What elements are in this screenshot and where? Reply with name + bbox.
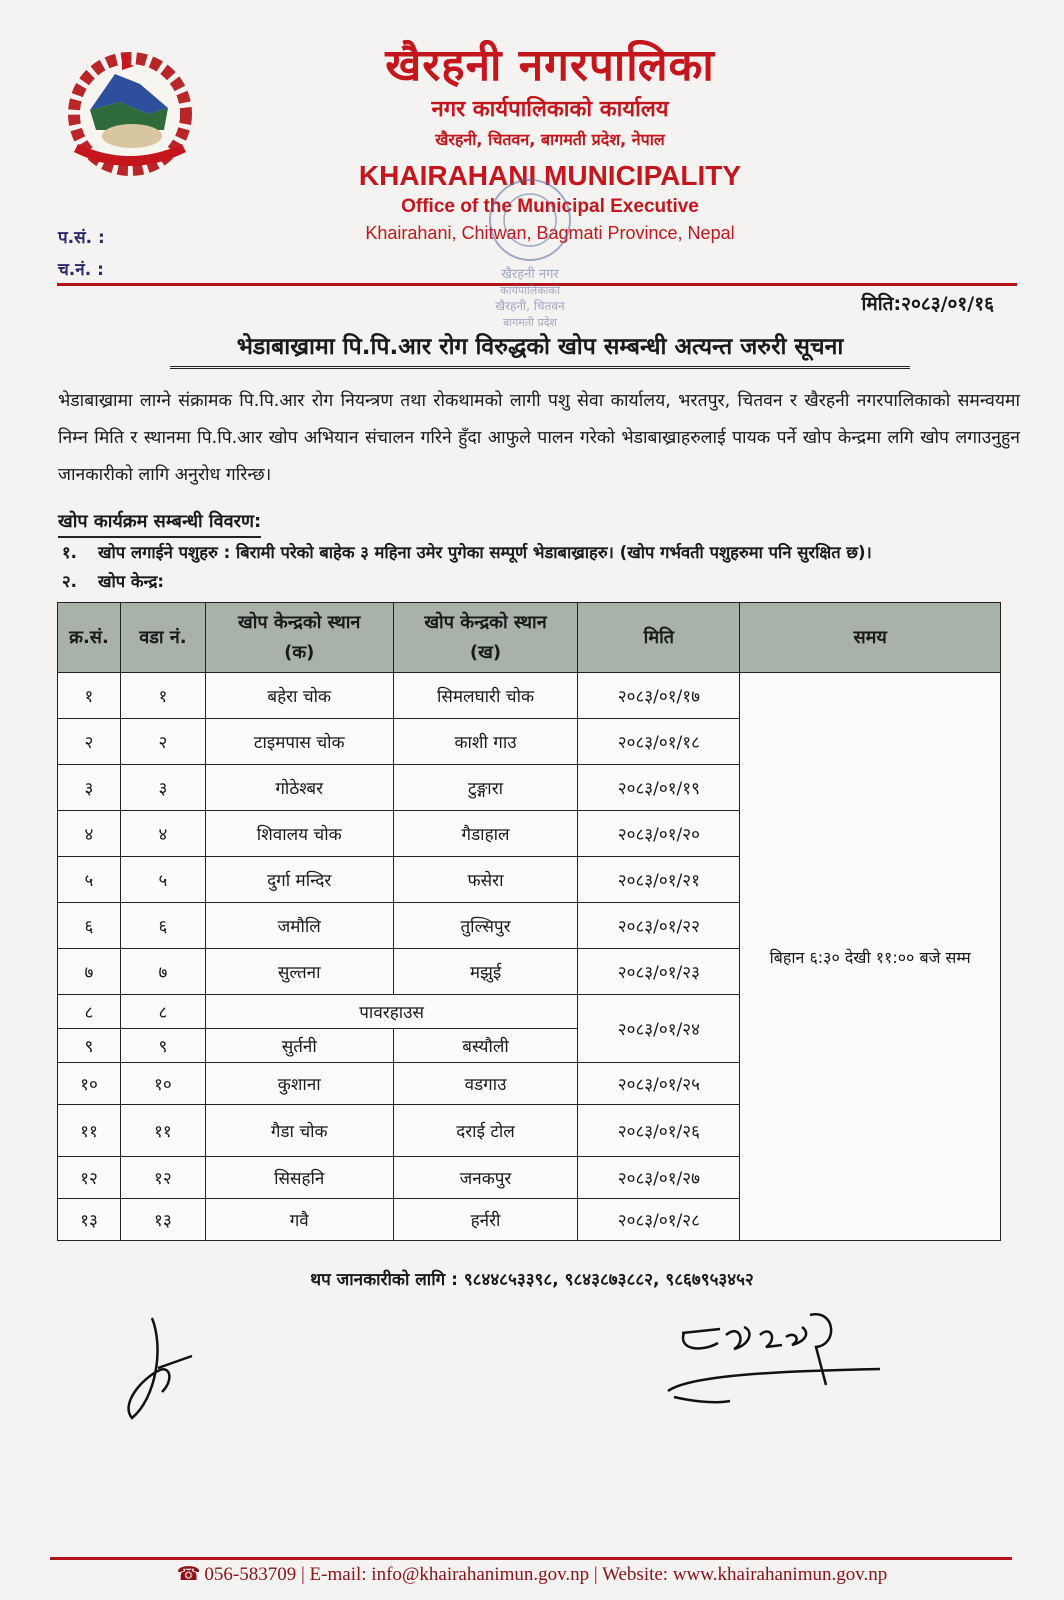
list-item-number: २. xyxy=(62,572,77,591)
cell-place-b: तुल्सिपुर xyxy=(393,903,578,949)
cell-ward: ७ xyxy=(120,949,205,995)
cell-ward: ९ xyxy=(120,1029,205,1063)
footer-divider xyxy=(50,1557,1012,1560)
cell-date: २०८३/०१/२५ xyxy=(578,1063,740,1105)
list-item xyxy=(62,538,1022,567)
svg-text:बागमती प्रदेश: बागमती प्रदेश xyxy=(502,316,558,329)
letterhead xyxy=(300,38,800,246)
cell-serial: १० xyxy=(58,1063,121,1105)
cell-serial: २ xyxy=(58,719,121,765)
municipality-name-en: KHAIRAHANI MUNICIPALITY xyxy=(358,160,742,191)
table-header-row xyxy=(58,603,1001,673)
cell-place-b: फसेरा xyxy=(393,857,578,903)
cell-place-a: टाइमपास चोक xyxy=(205,719,393,765)
cell-ward: १२ xyxy=(120,1157,205,1199)
cell-place-a: कुशाना xyxy=(205,1063,393,1105)
cell-serial: ५ xyxy=(58,857,121,903)
cell-place-b: गैडाहाल xyxy=(393,811,578,857)
cell-place-b: बस्यौली xyxy=(393,1029,578,1063)
cell-place-a: शिवालय चोक xyxy=(205,811,393,857)
cell-ward: २ xyxy=(120,719,205,765)
notice-body: भेडाबाख्रामा लाग्ने संक्रामक पि.पि.आर रोग नियन्त्रण तथा रोकथामको लागी पशु सेवा कार्यालय, भरतपुर, चितवन र खैरहनी नगरपालिकाको समन्वयमा निम्न मिति र स्थानमा पि.पि.आर खोप अभियान संचालन गरिने हुँदा आफुले पालन गरेको भेडाबाख्राहरुलाई पायक पर्ने खोप केन्द्रमा लगि खोप लगाउनुहुन जानकारीको लागि अनुरोध गरिन्छ। xyxy=(58,391,1020,485)
notice-title: भेडाबाख्रामा पि.पि.आर रोग विरुद्धको खोप सम्बन्धी अत्यन्त जरुरी सूचना xyxy=(170,330,910,369)
address-np: खैरहनी, चितवन, बागमती प्रदेश, नेपाल xyxy=(435,130,665,149)
address-en: Khairahani, Chitwan, Bagmati Province, Nepal xyxy=(365,223,735,243)
telephone-icon: ☎ xyxy=(176,1564,201,1585)
cell-ward: ५ xyxy=(120,857,205,903)
office-name-np: नगर कार्यपालिकाको कार्यालय xyxy=(431,97,669,122)
cell-place-a: दुर्गा मन्दिर xyxy=(205,857,393,903)
list-item-text: खोप लगाईने पशुहरु : बिरामी परेको बाहेक ३ महिना उमेर पुगेका सम्पूर्ण भेडाबाख्राहरु। (खोप गर्भवती पशुहरुमा पनि सुरक्षित छ)। xyxy=(98,543,872,562)
cell-serial: १२ xyxy=(58,1157,121,1199)
cell-place-a: बहेरा चोक xyxy=(205,673,393,719)
cell-place-b: दराई टोल xyxy=(393,1105,578,1157)
cell-serial: ७ xyxy=(58,949,121,995)
cell-place-b: वडगाउ xyxy=(393,1063,578,1105)
cell-date: २०८३/०१/१८ xyxy=(578,719,740,765)
details-list xyxy=(62,538,1022,596)
list-item-text: खोप केन्द्र: xyxy=(98,572,165,591)
cell-date: २०८३/०१/२१ xyxy=(578,857,740,903)
cell-place-b: टुङ्गारा xyxy=(393,765,578,811)
list-item xyxy=(62,567,1022,596)
cell-place-b: काशी गाउ xyxy=(393,719,578,765)
cell-place-b: सिमलघारी चोक xyxy=(393,673,578,719)
svg-text:कार्यपालिकाको: कार्यपालिकाको xyxy=(500,284,560,297)
cell-ward: १ xyxy=(120,673,205,719)
cell-serial: १३ xyxy=(58,1199,121,1241)
contact-numbers: थप जानकारीको लागि : ९८४४८५३३९८, ९८४३८७३८८२, ९८६७९५३४५२ xyxy=(310,1270,754,1290)
header-ward: वडा नं. xyxy=(120,603,205,673)
header-serial: क्र.सं. xyxy=(58,603,121,673)
cell-serial: ६ xyxy=(58,903,121,949)
reference-number-label: प.सं. : xyxy=(58,228,105,248)
cell-serial: ४ xyxy=(58,811,121,857)
cell-serial: ८ xyxy=(58,995,121,1029)
table-row xyxy=(58,673,1001,719)
cell-date: २०८३/०१/२७ xyxy=(578,1157,740,1199)
cell-ward: ६ xyxy=(120,903,205,949)
list-item-number: १. xyxy=(62,543,77,562)
header-place-a-line1: खोप केन्द्रको स्थान xyxy=(238,611,361,633)
cell-serial: ९ xyxy=(58,1029,121,1063)
cell-place-b: जनकपुर xyxy=(393,1157,578,1199)
cell-ward: १० xyxy=(120,1063,205,1105)
cell-serial: १ xyxy=(58,673,121,719)
cell-place-merged: पावरहाउस xyxy=(205,995,578,1029)
cell-serial: ३ xyxy=(58,765,121,811)
cell-place-a: गवै xyxy=(205,1199,393,1241)
section-heading: खोप कार्यक्रम सम्बन्धी विवरण: xyxy=(58,508,261,538)
cell-place-a: गैडा चोक xyxy=(205,1105,393,1157)
cell-ward: ८ xyxy=(120,995,205,1029)
cell-date: २०८३/०१/२३ xyxy=(578,949,740,995)
svg-text:खैरहनी, चितवन: खैरहनी, चितवन xyxy=(495,299,565,313)
cell-place-a: सुर्तनी xyxy=(205,1029,393,1063)
cell-date: २०८३/०१/१७ xyxy=(578,673,740,719)
municipality-name-np: खैरहनी नगरपालिका xyxy=(385,40,715,91)
dispatch-number-label: च.नं. : xyxy=(58,260,104,280)
header-place-b-line2: (ख) xyxy=(469,641,502,663)
cell-place-b: हर्नरी xyxy=(393,1199,578,1241)
cell-place-b: मझुई xyxy=(393,949,578,995)
cell-place-a: जमौलि xyxy=(205,903,393,949)
nepal-emblem-logo xyxy=(60,44,200,180)
cell-date: २०८३/०१/२४ xyxy=(578,995,740,1063)
header-place-b xyxy=(393,603,578,673)
footer-text: 056-583709 | E-mail: info@khairahanimun.gov.np | Website: www.khairahanimun.gov.np xyxy=(204,1564,888,1585)
vaccination-schedule-table xyxy=(57,602,1001,1241)
cell-ward: ११ xyxy=(120,1105,205,1157)
header-divider xyxy=(57,283,1017,286)
cell-date: २०८३/०१/२६ xyxy=(578,1105,740,1157)
cell-place-a: गोठेश्बर xyxy=(205,765,393,811)
cell-time: बिहान ६:३० देखी ११:०० बजे सम्म xyxy=(740,673,1001,1241)
notice-date: मिति:२०८३/०१/१६ xyxy=(861,293,994,315)
cell-ward: १३ xyxy=(120,1199,205,1241)
header-place-b-line1: खोप केन्द्रको स्थान xyxy=(424,611,547,633)
cell-place-a: सिसहनि xyxy=(205,1157,393,1199)
header-date: मिति xyxy=(578,603,740,673)
footer-contact xyxy=(0,1563,1064,1586)
cell-serial: ११ xyxy=(58,1105,121,1157)
office-name-en: Office of the Municipal Executive xyxy=(401,196,699,217)
cell-ward: ३ xyxy=(120,765,205,811)
cell-date: २०८३/०१/२२ xyxy=(578,903,740,949)
header-place-a xyxy=(205,603,393,673)
signature-left xyxy=(112,1308,202,1423)
reference-fields xyxy=(58,222,105,286)
header-time: समय xyxy=(740,603,1001,673)
svg-text:खैरहनी नगर: खैरहनी नगर xyxy=(501,267,559,282)
cell-date: २०८३/०१/२८ xyxy=(578,1199,740,1241)
cell-ward: ४ xyxy=(120,811,205,857)
cell-place-a: सुल्तना xyxy=(205,949,393,995)
header-place-a-line2: (क) xyxy=(284,641,315,663)
signature-right xyxy=(660,1305,890,1415)
cell-date: २०८३/०१/२० xyxy=(578,811,740,857)
cell-date: २०८३/०१/१९ xyxy=(578,765,740,811)
